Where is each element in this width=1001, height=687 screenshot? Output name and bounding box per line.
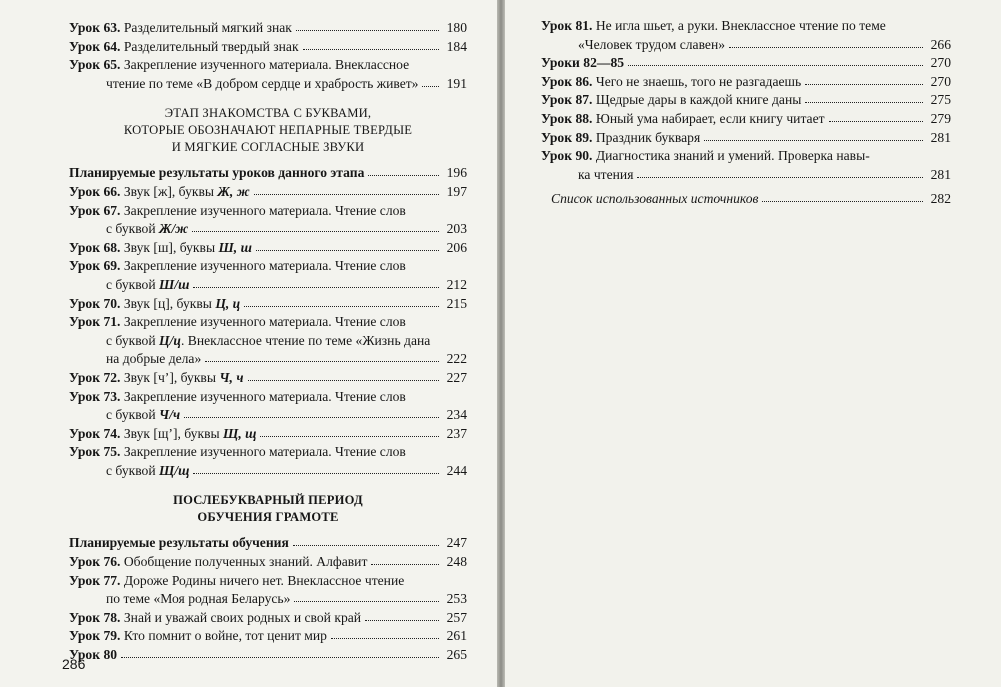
entry-title: Планируемые результаты уроков данного этапа — [69, 165, 365, 181]
lesson-number: Урок 68. — [69, 239, 121, 255]
lesson-title-cont: по теме «Моя родная Беларусь» — [106, 591, 291, 607]
lesson-title: Праздник букваря — [595, 129, 701, 145]
toc-entry-78[interactable] — [69, 609, 467, 628]
lesson-title: Звук [ч’], буквы — [123, 369, 220, 385]
page-number: 196 — [446, 165, 467, 181]
page-number: 203 — [446, 221, 467, 237]
lesson-number: Урок 79. — [69, 628, 121, 644]
book-gutter — [497, 0, 505, 687]
toc-entry-65[interactable] — [69, 56, 467, 93]
dot-leader — [729, 35, 923, 48]
toc-entry-77[interactable] — [69, 572, 467, 609]
dot-leader — [422, 74, 439, 87]
lesson-title: Закрепление изученного материала. Чтение слов — [123, 258, 406, 274]
dot-leader — [368, 163, 439, 176]
lesson-title-cont: с буквой — [106, 221, 160, 237]
lesson-number: Урок 80 — [69, 647, 118, 663]
lesson-title: Закрепление изученного материала. Чтение слов — [123, 202, 406, 218]
lesson-title-cont: . Внеклассное чтение по теме «Жизнь дана — [180, 332, 431, 348]
dot-leader — [704, 128, 923, 141]
page-number: 234 — [446, 407, 467, 423]
lesson-number: Урок 76. — [69, 554, 121, 570]
page-number: 184 — [446, 38, 467, 54]
page-number: 265 — [446, 647, 467, 663]
toc-entry-88[interactable] — [541, 110, 951, 129]
toc-entry-89[interactable] — [541, 129, 951, 148]
toc-entry-69[interactable] — [69, 257, 467, 294]
page-folio: 286 — [62, 656, 86, 672]
lesson-number: Урок 63. — [69, 20, 121, 35]
dot-leader — [294, 589, 439, 602]
dot-leader — [256, 238, 439, 251]
dot-leader — [248, 368, 440, 381]
letters: Ч/ч — [159, 407, 181, 423]
page-number: 206 — [446, 239, 467, 255]
dot-leader — [193, 461, 439, 474]
lesson-title: Обобщение полученных знаний. Алфавит — [123, 554, 368, 570]
lesson-number: Урок 64. — [69, 38, 121, 54]
letters: Ж/ж — [159, 221, 189, 237]
lesson-title: Звук [ц], буквы — [123, 295, 216, 311]
dot-leader — [184, 405, 439, 418]
page-number: 215 — [446, 295, 467, 311]
toc-entry-64[interactable] — [69, 38, 467, 57]
lesson-number: Урок 87. — [541, 92, 593, 108]
lesson-number: Урок 73. — [69, 388, 121, 404]
toc-entry-76[interactable] — [69, 553, 467, 572]
section-heading-line: ОБУЧЕНИЯ ГРАМОТЕ — [197, 510, 339, 525]
dot-leader — [293, 533, 439, 546]
letters: Ц/ц — [159, 332, 181, 348]
dot-leader — [628, 53, 923, 66]
lesson-number: Урок 77. — [69, 572, 121, 588]
lesson-title-cont: чтение по теме «В добром сердце и храбрость живет» — [106, 75, 419, 91]
page-number: 197 — [446, 183, 467, 199]
toc-entry-68[interactable] — [69, 239, 467, 258]
dot-leader — [296, 18, 439, 31]
toc-entry-82-85[interactable] — [541, 54, 951, 73]
lesson-number: Урок 81. — [541, 18, 593, 33]
lesson-title: Закрепление изученного материала. Чтение слов — [123, 314, 406, 330]
page-number: 244 — [446, 462, 467, 478]
dot-leader — [254, 182, 439, 195]
toc-entry-79[interactable] — [69, 627, 467, 646]
lesson-title: Разделительный мягкий знак — [123, 20, 292, 35]
lesson-title: Щедрые дары в каждой книге даны — [595, 92, 802, 108]
page-number: 279 — [930, 110, 951, 126]
lesson-title: Закрепление изученного материала. Чтение слов — [123, 388, 406, 404]
letters: Ш, ш — [218, 239, 252, 255]
toc-entry-71[interactable] — [69, 313, 467, 369]
dot-leader — [762, 189, 923, 202]
lesson-title-cont: с буквой — [106, 462, 160, 478]
lesson-number: Урок 78. — [69, 609, 121, 625]
lesson-number: Урок 69. — [69, 258, 121, 274]
letters: Щ/щ — [159, 462, 190, 478]
dot-leader — [192, 219, 439, 232]
page-number: 282 — [930, 191, 951, 207]
right-page — [505, 0, 1001, 687]
lesson-title-cont: «Человек трудом славен» — [578, 36, 726, 52]
page-number: 237 — [446, 425, 467, 441]
dot-leader — [805, 90, 923, 103]
page-number: 227 — [446, 369, 467, 385]
section-heading-line: ЭТАП ЗНАКОМСТВА С БУКВАМИ, — [164, 106, 372, 121]
entry-title: Список использованных источников — [551, 191, 759, 207]
dot-leader — [371, 552, 439, 565]
lesson-number: Урок 67. — [69, 202, 121, 218]
page-number: 270 — [930, 55, 951, 71]
letters: Ч, ч — [219, 369, 244, 385]
page-number: 180 — [446, 20, 467, 35]
lesson-title: Разделительный твердый знак — [123, 38, 299, 54]
letters: Ж, ж — [217, 183, 250, 199]
lesson-number: Урок 70. — [69, 295, 121, 311]
dot-leader — [303, 37, 439, 50]
page-number: 261 — [446, 628, 467, 644]
lesson-title: Дороже Родины ничего нет. Внеклассное чтение — [123, 572, 405, 588]
page-number: 222 — [446, 351, 467, 367]
page-number: 270 — [930, 73, 951, 89]
toc-entry-70[interactable] — [69, 295, 467, 314]
toc-entry-73[interactable] — [69, 388, 467, 425]
toc-entry-74[interactable] — [69, 425, 467, 444]
dot-leader — [331, 626, 439, 639]
lesson-title-cont: с буквой — [106, 332, 160, 348]
lesson-title: Диагностика знаний и умений. Проверка навы- — [595, 148, 870, 164]
toc-entry-75[interactable] — [69, 443, 467, 480]
page-number: 247 — [446, 535, 467, 551]
dot-leader — [205, 349, 439, 362]
toc-entry-72[interactable] — [69, 369, 467, 388]
left-page — [0, 0, 497, 687]
lesson-title: Закрепление изученного материала. Внеклассное — [123, 57, 410, 73]
dot-leader — [193, 275, 439, 288]
lesson-title-cont: ка чтения — [578, 166, 634, 182]
page-number: 281 — [930, 129, 951, 145]
lesson-number: Урок 90. — [541, 148, 593, 164]
lesson-title: Звук [ш], буквы — [123, 239, 219, 255]
entry-title: Планируемые результаты обучения — [69, 535, 289, 551]
lesson-number: Урок 72. — [69, 369, 121, 385]
lesson-title: Знай и уважай своих родных и свой край — [123, 609, 362, 625]
dot-leader — [260, 424, 439, 437]
lesson-number: Урок 88. — [541, 110, 593, 126]
lesson-title: Чего не знаешь, того не разгадаешь — [595, 73, 802, 89]
lesson-number: Урок 71. — [69, 314, 121, 330]
lesson-number: Урок 86. — [541, 73, 593, 89]
lesson-title: Звук [щ’], буквы — [123, 425, 224, 441]
dot-leader — [829, 109, 923, 122]
lesson-title: Закрепление изученного материала. Чтение слов — [123, 444, 406, 460]
toc-entry-81[interactable] — [541, 17, 951, 54]
lesson-number: Урок 66. — [69, 183, 121, 199]
toc-entry-86[interactable] — [541, 73, 951, 92]
lesson-number: Урок 75. — [69, 444, 121, 460]
section-heading-line: КОТОРЫЕ ОБОЗНАЧАЮТ НЕПАРНЫЕ ТВЕРДЫЕ — [123, 123, 413, 138]
lesson-number: Урок 65. — [69, 57, 121, 73]
toc-entry-63[interactable] — [69, 19, 467, 38]
toc-entry-90[interactable] — [541, 147, 951, 184]
section-heading-2 — [69, 492, 467, 526]
toc-entry-67[interactable] — [69, 202, 467, 239]
toc-entry-planned-results-learning[interactable] — [69, 534, 467, 553]
lesson-title-cont: на добрые дела» — [106, 351, 202, 367]
dot-leader — [637, 165, 923, 178]
dot-leader — [244, 294, 439, 307]
dot-leader — [805, 72, 923, 85]
toc-entry-80[interactable] — [69, 646, 467, 665]
lesson-title-cont: с буквой — [106, 407, 160, 423]
page-number: 281 — [930, 166, 951, 182]
section-heading-1 — [69, 105, 467, 156]
lesson-number: Урок 74. — [69, 425, 121, 441]
lesson-number: Урок 89. — [541, 129, 593, 145]
dot-leader — [365, 608, 439, 621]
section-heading-line: ПОСЛЕБУКВАРНЫЙ ПЕРИОД — [173, 493, 363, 508]
page-number: 275 — [930, 92, 951, 108]
lesson-title: Звук [ж], буквы — [123, 183, 218, 199]
lesson-title: Юный ума набирает, если книгу читает — [595, 110, 825, 126]
page-number: 212 — [446, 276, 467, 292]
page-number: 266 — [930, 36, 951, 52]
lesson-title: Не игла шьет, а руки. Внеклассное чтение по теме — [595, 18, 886, 33]
dot-leader — [121, 645, 439, 658]
toc-entry-sources[interactable] — [541, 190, 951, 209]
page-number: 257 — [446, 609, 467, 625]
toc-entry-66[interactable] — [69, 183, 467, 202]
letters: Щ, щ — [223, 425, 257, 441]
lesson-title-cont: с буквой — [106, 276, 160, 292]
lesson-title: Кто помнит о войне, тот ценит мир — [123, 628, 327, 644]
section-heading-line: И МЯГКИЕ СОГЛАСНЫЕ ЗВУКИ — [171, 140, 365, 155]
toc-entry-87[interactable] — [541, 91, 951, 110]
page-number: 253 — [446, 591, 467, 607]
lesson-number: Уроки 82—85 — [541, 55, 625, 71]
letters: Ш/ш — [159, 276, 190, 292]
page-number: 248 — [446, 554, 467, 570]
page-number: 191 — [446, 75, 467, 91]
toc-entry-planned-results-stage[interactable] — [69, 164, 467, 183]
letters: Ц, ц — [215, 295, 241, 311]
